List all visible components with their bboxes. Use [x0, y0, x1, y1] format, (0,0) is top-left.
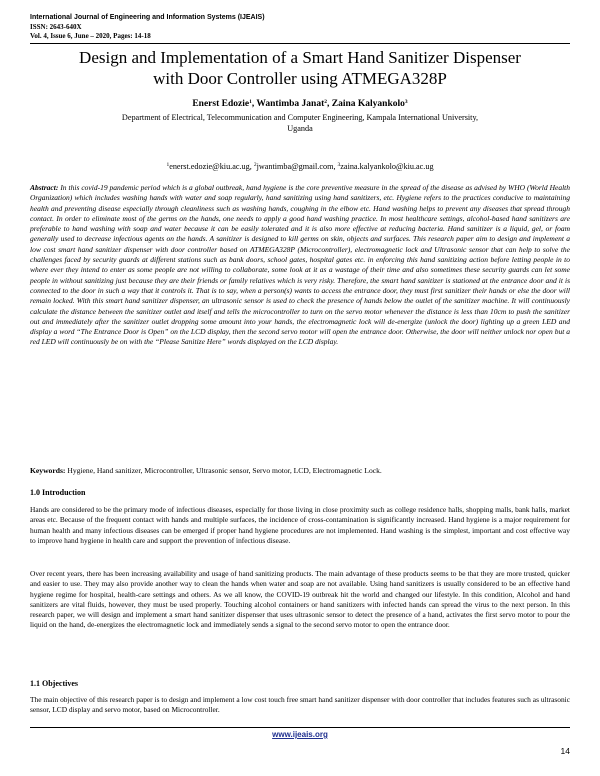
author-sup: 1 — [249, 99, 252, 105]
email-sup: 1 — [166, 162, 170, 168]
author-sup: 2 — [324, 99, 328, 105]
abstract-text: In this covid-19 pandemic period which is a global outbreak, hand hygiene is the core preventive measure in the spread of the disease as advised by WHO (World Health Organization) which includes washing hands with water and soap regularly, hand sanitizing using hand sanitizers, etc. Hygiene refers to the practices conducive to maintaining health and preventing disease especially through cleanliness such as washing hands, coughing in the elbow etc. Hand washing helps to prevent any diseases that spread through contact. In order to eliminate most of the germs on the hands, one needs to apply a good hand washing practice. In most healthcare settings, alcohol-based hand sanitizers are preferable to hand washing with soap and water because it can be easily tolerated and it is also more effective at reducing bacteria. Hand sanitizer is a liquid, gel, or foam generally used to decrease infectious agents on the hands. A sanitizer is designed to kill germs on skin, objects and surfaces. This research paper aim to design and implement a low cost smart hand sanitizer dispenser with door controller based on ATMEGA328P (Microcontroller), electromagnetic lock and Ultrasonic sensor that can help to solve the challenges faced by security guards at different stations such as bank doors, school gates, hospital gates etc. in enforcing this hand sanitizing action before letting people in to where ever they intend to enter as some people are not willing to collaborate, some look at it as a wastage of their time and also sometimes these security guards can let some people in without sanitizing just because they are their friends or family relatives which is very risky. Therefore, the smart hand sanitizer is stationed at the entrance door and it is connected to the door in such a way that it controls it. That is to say, when a person(s) wants to access the entrance door, they must first sanitizer their hands or else the door will remain locked. With this smart hand sanitizer dispenser, an ultrasonic sensor is used to check the presence of hands below the outlet of the sanitizer machine. It will continuously calculate the distance between the sanitizer outlet and itself and tells the microcontroller to turn on the servo motor whenever the distance is less than 10cm to push the sanitizer out and immediately after the sanitizer outlet dropping some amount into your hands, the electromagnetic lock will de-energize (unlock the door) lighting up a green LED and display a word “The Entrance Door is Open” on the LCD display, then the second servo motor will open the entrance door. Otherwise, the door will neither unlock nor open but a red LED will continuously be on with the “Please Sanitize Here” words displayed on the LCD display. — [30, 183, 570, 347]
paper-title — [30, 47, 570, 89]
email-list: $^1$enerst.edozie@kiu.ac.ug, $^2$jwantimba@gmail.com, $^3$zaina.kalyankolo@kiu.ac.ug — [166, 162, 434, 171]
email-address: zaina.kalyankolo@kiu.ac.ug — [340, 162, 434, 171]
header-divider — [30, 43, 570, 44]
keywords-label: Keywords: — [30, 466, 66, 475]
email-address: jwantimba@gmail.com — [256, 162, 334, 171]
section-heading-objectives: 1.1 Objectives — [30, 679, 78, 688]
journal-header — [30, 14, 265, 40]
email-sup: 3 — [337, 162, 341, 168]
affiliation-line-1: Department of Electrical, Telecommunication and Computer Engineering, Kampala International University, — [121, 113, 479, 122]
journal-issn: ISSN: 2643-640X — [30, 22, 82, 31]
section-heading-introduction: 1.0 Introduction — [30, 488, 86, 497]
paragraph: Over recent years, there has been increasing availability and usage of hand sanitizing products. The main advantage of these products seems to be that they are more trusted, quicker and easier to use. They may also provide another way to clean the hands when water and soap are not available. Using hand sanitizers is usually considered to be an effective hand hygiene regime for hospital, health-care settings and others. As we all know, the COVID-19 outbreak hit the world and changed our lifestyle. In this condition, Alcohol and hand sanitizers are vital fluids, however, they must be used properly. Touching alcohol containers or hand sanitizers with infected hands can spread the virus to the next person. In this research paper, we will design and implement a smart hand sanitizer dispenser that uses ultrasonic sensor to detect the presence of a hand, activates the first servo motor to pour the liquid on the hand, de-energizes the electromagnetic lock and immediately sends a signal to the second servo motor to open the entrance door. — [30, 569, 570, 630]
title-line-1: Design and Implementation of a Smart Hand Sanitizer Dispenser — [79, 48, 521, 67]
author-name: Enerst Edozie — [192, 99, 250, 109]
title-line-2: with Door Controller using ATMEGA328P — [153, 69, 447, 88]
keywords-text: Hygiene, Hand sanitizer, Microcontroller, Ultrasonic sensor, Servo motor, LCD, Electromagnetic Lock. — [67, 466, 382, 475]
email-address: enerst.edozie@kiu.ac.ug — [169, 162, 250, 171]
paragraph: The main objective of this research paper is to design and implement a low cost touch free smart hand sanitizer dispenser with door controller that includes features such as ultrasonic sensor, LCD display and servo motor, based on Microcontroller. — [30, 695, 570, 715]
keywords — [30, 466, 570, 475]
affiliation-line-2: Uganda — [287, 124, 313, 133]
email-sup: 2 — [253, 162, 257, 168]
page-number: 14 — [560, 746, 570, 756]
author-list: Enerst Edozie$^1$, Wantimba Janat$^2$, Zaina Kalyankolo$^3$ — [192, 99, 408, 109]
journal-name: International Journal of Engineering and Information Systems (IJEAIS) — [30, 14, 265, 21]
author-name: Zaina Kalyankolo — [331, 99, 405, 109]
author-name: Wantimba Janat — [256, 99, 325, 109]
paragraph: Hands are considered to be the primary mode of infectious diseases, especially for those living in close proximity such as college residence halls, shopping malls, bank halls, market areas etc. Because of the frequent contact with hands and multiple surfaces, the incidence of cross-contamination is significantly increased. Hand hygiene is a major requirement for human health and many infectious diseases can be emerged if proper hand hygiene procedures are not implemented. Hand washing is the simplest, important and cost effective way to improve hand hygiene in health care and support the prevention of infectious disease. — [30, 505, 570, 545]
abstract-label: Abstract: — [30, 183, 59, 192]
author-sup: 3 — [404, 99, 408, 105]
journal-volume: Vol. 4, Issue 6, June – 2020, Pages: 14-18 — [30, 31, 151, 40]
abstract — [30, 183, 570, 348]
affiliation — [30, 112, 570, 134]
footer-divider — [30, 727, 570, 728]
footer-link[interactable]: www.ijeais.org — [272, 730, 328, 739]
